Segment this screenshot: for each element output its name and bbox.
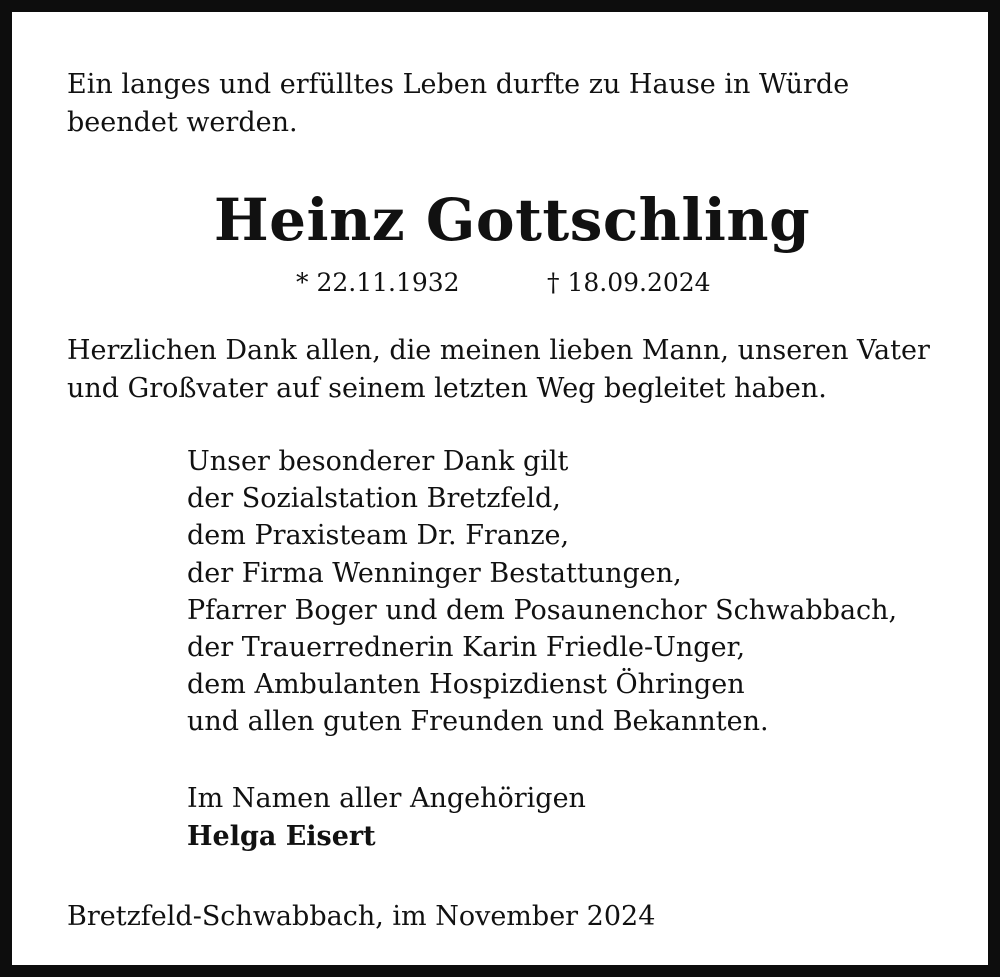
death-date: † 18.09.2024 [547,268,711,297]
intro-line-2: beendet werden. [67,107,298,138]
intro-line-1: Ein langes und erfülltes Leben durfte zu Hause in Würde [67,69,850,100]
signer-name: Helga Eisert [187,821,376,852]
intro-text [67,66,947,142]
special-thanks-line: dem Praxisteam Dr. Franze, [187,520,570,552]
special-thanks-line: der Sozialstation Bretzfeld, [187,483,561,515]
special-thanks-list [187,443,987,741]
thanks-line-1: Herzlichen Dank allen, die meinen lieben Mann, unseren Vater [67,335,930,366]
signature-block [187,780,586,856]
on-behalf-text: Im Namen aller Angehörigen [187,783,586,814]
special-thanks-line: der Trauerrednerin Karin Friedle-Unger, [187,632,746,664]
life-dates [12,265,1000,301]
thanks-text [67,332,967,408]
place-and-date: Bretzfeld-Schwabbach, im November 2024 [67,901,656,932]
special-thanks-line: Unser besonderer Dank gilt [187,446,569,477]
thanks-line-2: und Großvater auf seinem letzten Weg begleitet haben. [67,373,827,404]
birth-date: * 22.11.1932 [296,268,460,297]
special-thanks-line: der Firma Wenninger Bestattungen, [187,557,682,589]
deceased-name: Heinz Gottschling [213,186,811,254]
special-thanks-line: und allen guten Freunden und Bekannten. [187,706,769,738]
special-thanks-line: Pfarrer Boger und dem Posaunenchor Schwabbach, [187,594,898,626]
special-thanks-line: dem Ambulanten Hospizdienst Öhringen [187,669,745,701]
